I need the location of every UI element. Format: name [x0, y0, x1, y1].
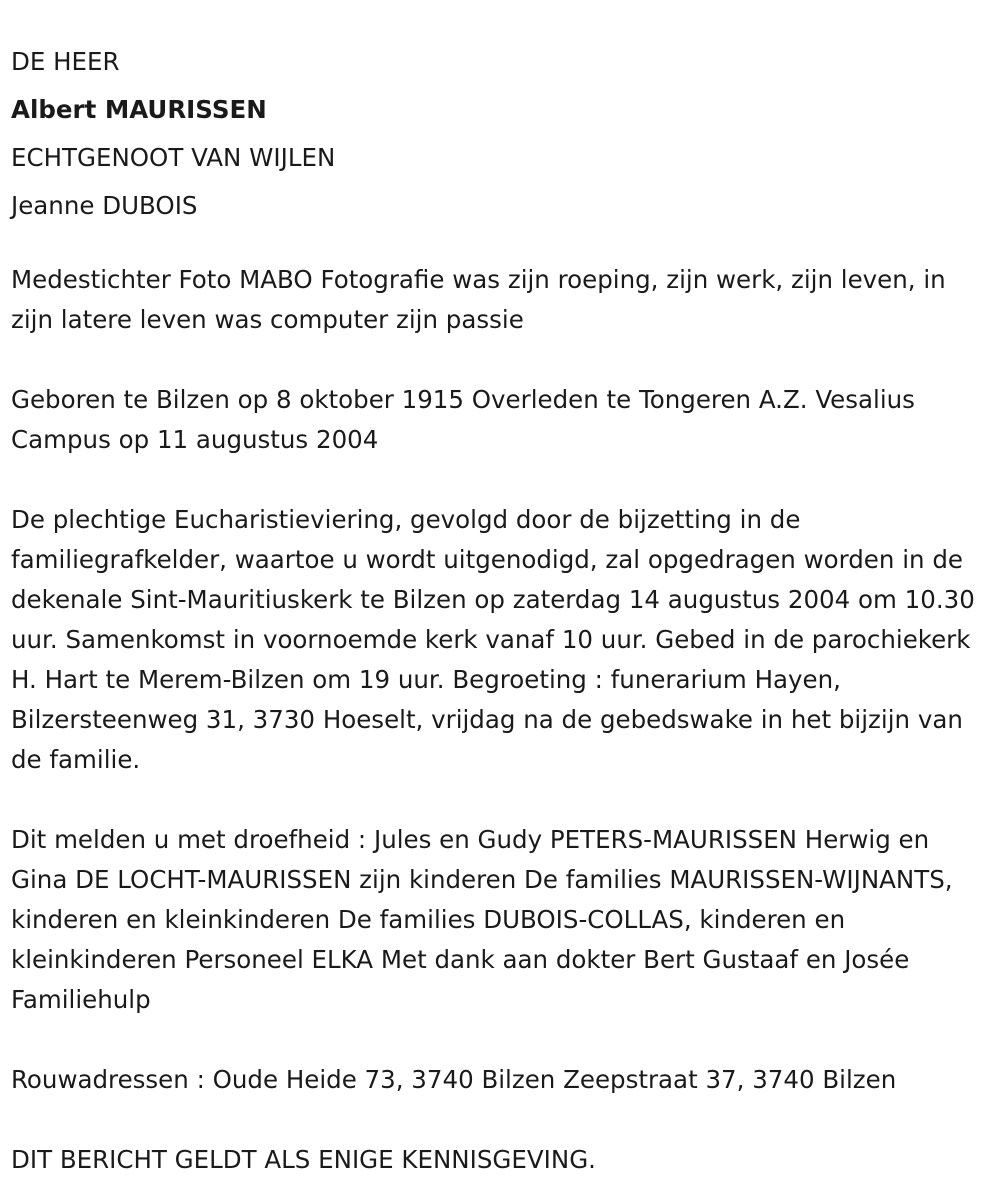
- paragraph-family: Dit melden u met droefheid : Jules en Gudy PETERS-MAURISSEN Herwig en Gina DE LOCHT-MAURISSEN zijn kinderen De families MAURISSEN-WIJNANTS, kinderen en kleinkinderen De families DUBOIS-COLLAS, kinderen en kleinkinderen Personeel ELKA Met dank aan dokter Bert Gustaaf en Josée Familiehulp: [11, 825, 953, 1014]
- paragraph-biography: Medestichter Foto MABO Fotografie was zijn roeping, zijn werk, zijn leven, in zijn latere leven was computer zijn passie: [11, 265, 946, 334]
- spacer: [11, 1020, 990, 1060]
- paragraph-ceremony: De plechtige Eucharistieviering, gevolgd door de bijzetting in de familiegrafkelder, waartoe u wordt uitgenodigd, zal opgedragen worden in de dekenale Sint-Mauritiuskerk te Bilzen op zaterdag 14 augustus 2004 om 10.30 uur. Samenkomst in voornoemde kerk vanaf 10 uur. Gebed in de parochiekerk H. Hart te Merem-Bilzen om 19 uur. Begroeting : funerarium Hayen, Bilzersteenweg 31, 3730 Hoeselt, vrijdag na de gebedswake in het bijzijn van de familie.: [11, 505, 975, 774]
- spacer: [11, 780, 990, 820]
- spouse-name: Jeanne DUBOIS: [11, 191, 198, 220]
- deceased-name: Albert MAURISSEN: [11, 95, 267, 124]
- spacer: [11, 340, 990, 380]
- spacer: [11, 460, 990, 500]
- paragraph-closing: DIT BERICHT GELDT ALS ENIGE KENNISGEVING.: [11, 1145, 596, 1174]
- spouse-label: ECHTGENOOT VAN WIJLEN: [11, 143, 336, 172]
- notice-title-line: DE HEER: [11, 47, 120, 76]
- spacer: [11, 1100, 990, 1140]
- paragraph-birth-death: Geboren te Bilzen op 8 oktober 1915 Overleden te Tongeren A.Z. Vesalius Campus op 11 augustus 2004: [11, 385, 915, 454]
- spacer: [11, 230, 990, 260]
- paragraph-addresses: Rouwadressen : Oude Heide 73, 3740 Bilzen Zeepstraat 37, 3740 Bilzen: [11, 1065, 897, 1094]
